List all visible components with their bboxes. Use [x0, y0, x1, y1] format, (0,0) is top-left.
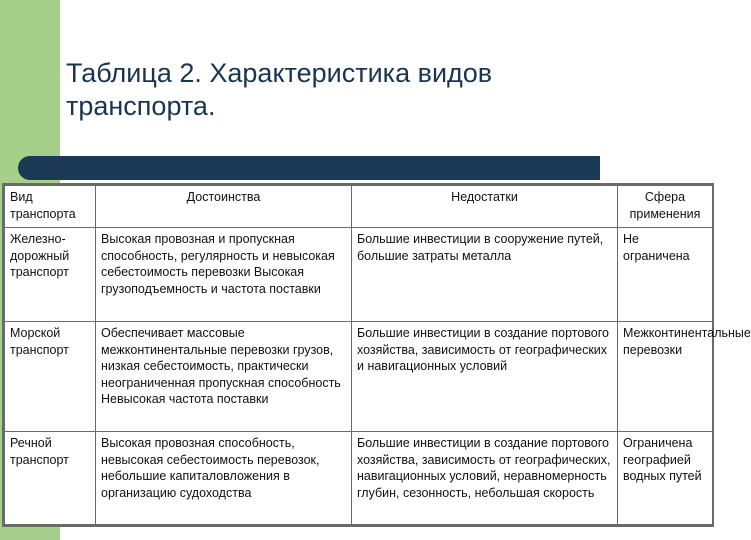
table-row [5, 228, 713, 322]
cell-advantages: Обеспечивает массовые межконтинентальные перевозки грузов, низкая себестоимость, практически неограниченная пропускная способность Невысокая частота поставки [96, 322, 352, 432]
slide-title [66, 57, 686, 123]
transport-table [2, 183, 751, 527]
table-row [5, 432, 713, 525]
cell-scope: Межконтинентальные перевозки [618, 322, 713, 432]
header-advantages: Достоинства [96, 186, 352, 228]
cell-disadvantages: Большие инвестиции в сооружение путей, большие затраты металла [352, 228, 618, 322]
cell-advantages: Высокая провозная и пропускная способность, регулярность и невысокая себестоимость перевозки Высокая грузоподъемность и частота поставки [96, 228, 352, 322]
table-row [5, 322, 713, 432]
header-row [5, 186, 713, 228]
cell-disadvantages: Большие инвестиции в создание портового хозяйства, зависимость от географических и навигационных условий [352, 322, 618, 432]
header-disadvantages: Недостатки [352, 186, 618, 228]
title-divider-bar [18, 156, 600, 180]
cell-disadvantages: Большие инвестиции в создание портового хозяйства, зависимость от географических, навигационных условий, неравномерность глубин, сезонность, небольшая скорость [352, 432, 618, 525]
header-scope: Сфера применения [618, 186, 713, 228]
title-line-2: транспорта. [66, 91, 216, 121]
cell-scope: Не ограничена [618, 228, 713, 322]
cell-type: Морской транспорт [5, 322, 96, 432]
cell-scope: Ограничена географией водных путей [618, 432, 713, 525]
title-line-1: Таблица 2. Характеристика видов [66, 58, 493, 88]
header-type: Вид транспорта [5, 186, 96, 228]
cell-type: Железно-дорожный транспорт [5, 228, 96, 322]
cell-type: Речной транспорт [5, 432, 96, 525]
cell-advantages: Высокая провозная способность, невысокая себестоимость перевозок, небольшие капиталовложения в организацию судоходства [96, 432, 352, 525]
